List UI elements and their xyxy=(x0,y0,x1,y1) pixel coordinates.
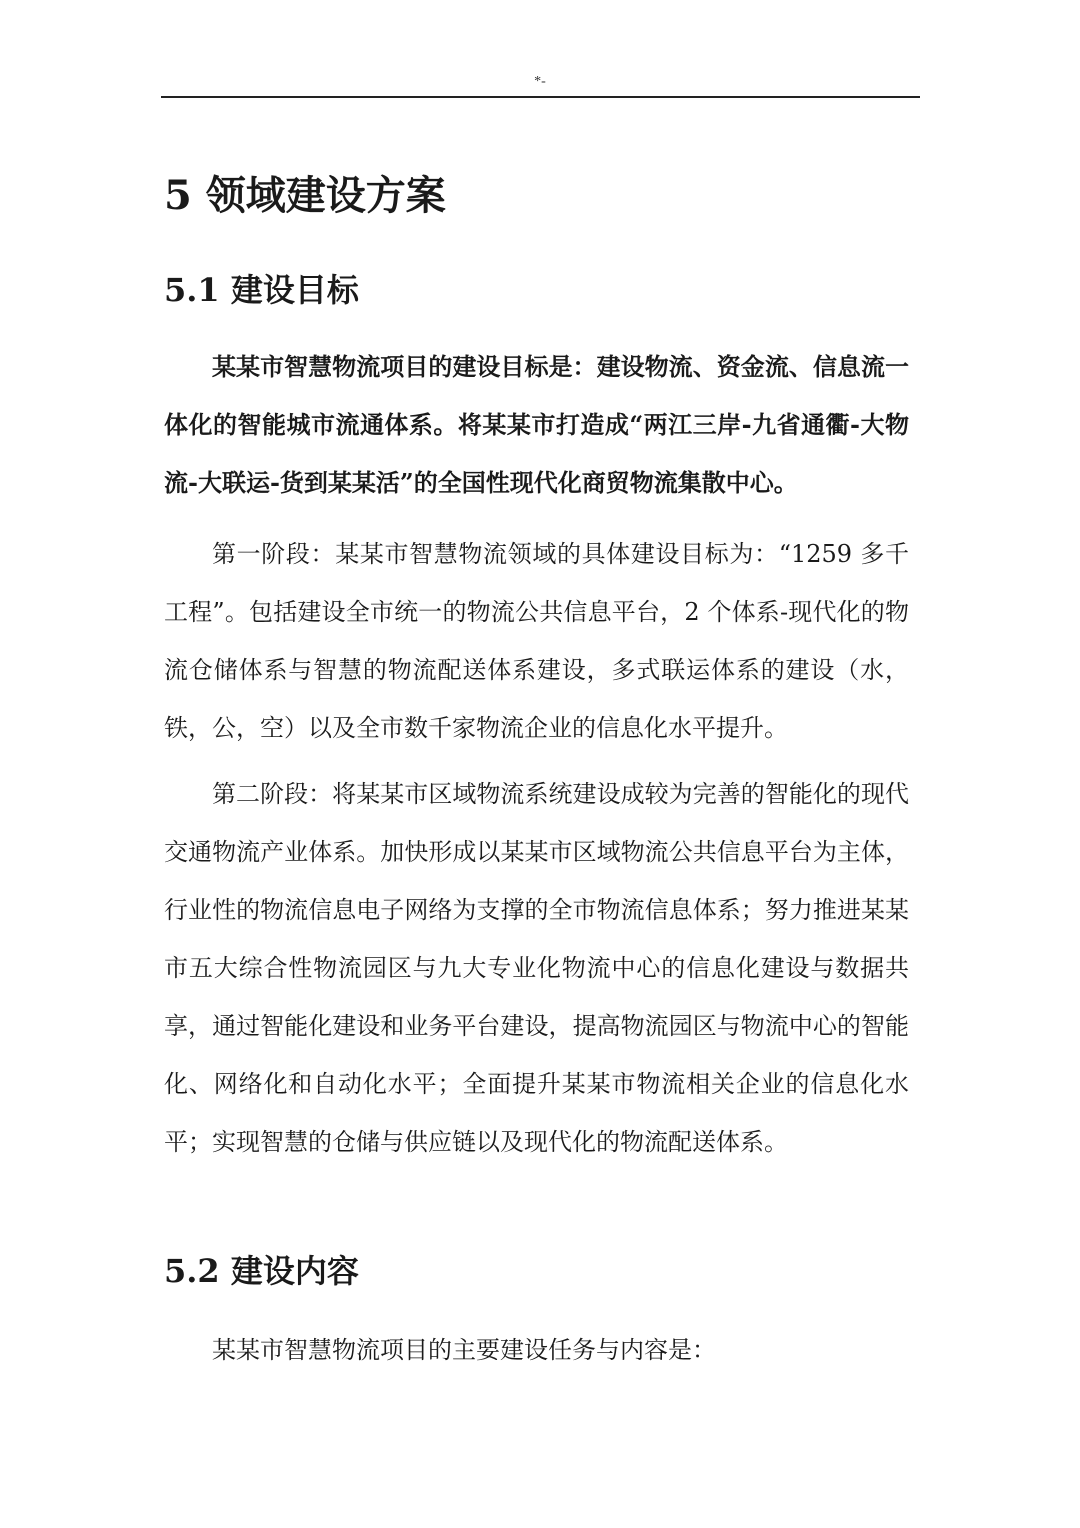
goal-paragraph: 某某市智慧物流项目的建设目标是：建设物流、资金流、信息流一体化的智能城市流通体系。将某某市打造成“两江三岸-九省通衢-大物流-大联运-货到某某活”的全国性现代化商贸物流集散中心。 xyxy=(164,352,909,497)
header-divider xyxy=(161,96,920,98)
section-heading-5-2: 5.2 建设内容 xyxy=(164,1252,359,1290)
chapter-heading: 5 领域建设方案 xyxy=(164,172,446,219)
content-intro-paragraph: 某某市智慧物流项目的主要建设任务与内容是： xyxy=(212,1336,716,1364)
page-header-mark: *- xyxy=(534,74,546,89)
stage-one-paragraph: 第一阶段：某某市智慧物流领域的具体建设目标为：“1259 多千工程”。包括建设全市统一的物流公共信息平台，2 个体系-现代化的物流仓储体系与智慧的物流配送体系建设，多式联运体系的建设（水，铁，公，空）以及全市数千家物流企业的信息化水平提升。 xyxy=(164,540,909,742)
stage-two-paragraph: 第二阶段：将某某市区域物流系统建设成较为完善的智能化的现代交通物流产业体系。加快形成以某某市区域物流公共信息平台为主体，行业性的物流信息电子网络为支撑的全市物流信息体系；努力推进某某市五大综合性物流园区与九大专业化物流中心的信息化建设与数据共享，通过智能化建设和业务平台建设，提高物流园区与物流中心的智能化、网络化和自动化水平；全面提升某某市物流相关企业的信息化水平；实现智慧的仓储与供应链以及现代化的物流配送体系。 xyxy=(164,780,909,1156)
section-heading-5-1: 5.1 建设目标 xyxy=(164,271,359,309)
